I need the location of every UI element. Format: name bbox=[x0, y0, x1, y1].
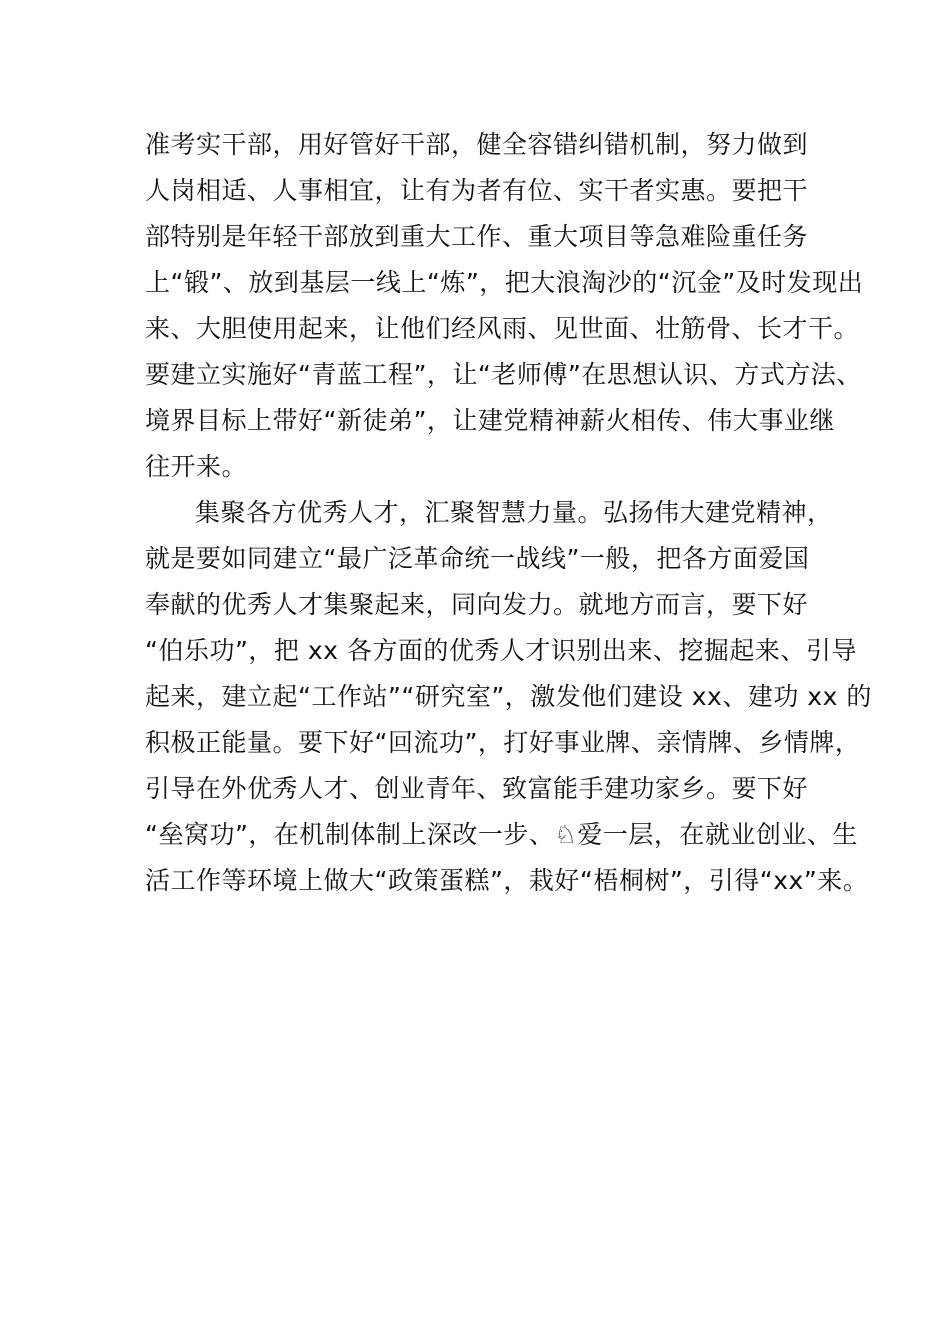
text-line: 上“锻”、放到基层一线上“炼”，把大浪淘沙的“沉金”及时发现出 bbox=[145, 268, 864, 297]
text-line: 集聚各方优秀人才，汇聚智慧力量。弘扬伟大建党精神， bbox=[195, 498, 833, 527]
text-line: 准考实干部，用好管好干部，健全容错纠错机制，努力做到 bbox=[145, 130, 809, 159]
text-line: 活工作等环境上做大“政策蛋糕”，栽好“梧桐树”，引得“xx”来。 bbox=[145, 866, 869, 895]
text-line: “伯乐功”，把 xx 各方面的优秀人才识别出来、挖掘起来、引导 bbox=[145, 636, 857, 665]
text-line: 积极正能量。要下好“回流功”，打好事业牌、亲情牌、乡情牌， bbox=[145, 728, 861, 757]
text-line: 来、大胆使用起来，让他们经风雨、见世面、壮筋骨、长才干。 bbox=[145, 314, 860, 343]
text-line: 引导在外优秀人才、创业青年、致富能手建功家乡。要下好 bbox=[145, 774, 809, 803]
paragraph-2 bbox=[145, 490, 872, 904]
text-line: 奉献的优秀人才集聚起来，同向发力。就地方而言，要下好 bbox=[145, 590, 809, 619]
text-line: 人岗相适、人事相宜，让有为者有位、实干者实惠。要把干 bbox=[145, 176, 809, 205]
text-line: 起来，建立起“工作站”“研究室”，激发他们建设 xx、建功 xx 的 bbox=[145, 682, 872, 711]
text-line: “垒窝功”，在机制体制上深改一步、♘爱一层，在就业创业、生 bbox=[145, 820, 858, 849]
body-text bbox=[145, 122, 872, 904]
text-line: 部特别是年轻干部放到重大工作、重大项目等急难险重任务 bbox=[145, 222, 809, 251]
paragraph-1 bbox=[145, 122, 864, 490]
text-line: 境界目标上带好“新徒弟”，让建党精神薪火相传、伟大事业继 bbox=[145, 406, 835, 435]
text-line: 往开来。 bbox=[145, 452, 248, 481]
text-line: 就是要如同建立“最广泛革命统一战线”一般，把各方面爱国 bbox=[145, 544, 810, 573]
text-line: 要建立实施好“青蓝工程”，让“老师傅”在思想认识、方式方法、 bbox=[145, 360, 862, 389]
